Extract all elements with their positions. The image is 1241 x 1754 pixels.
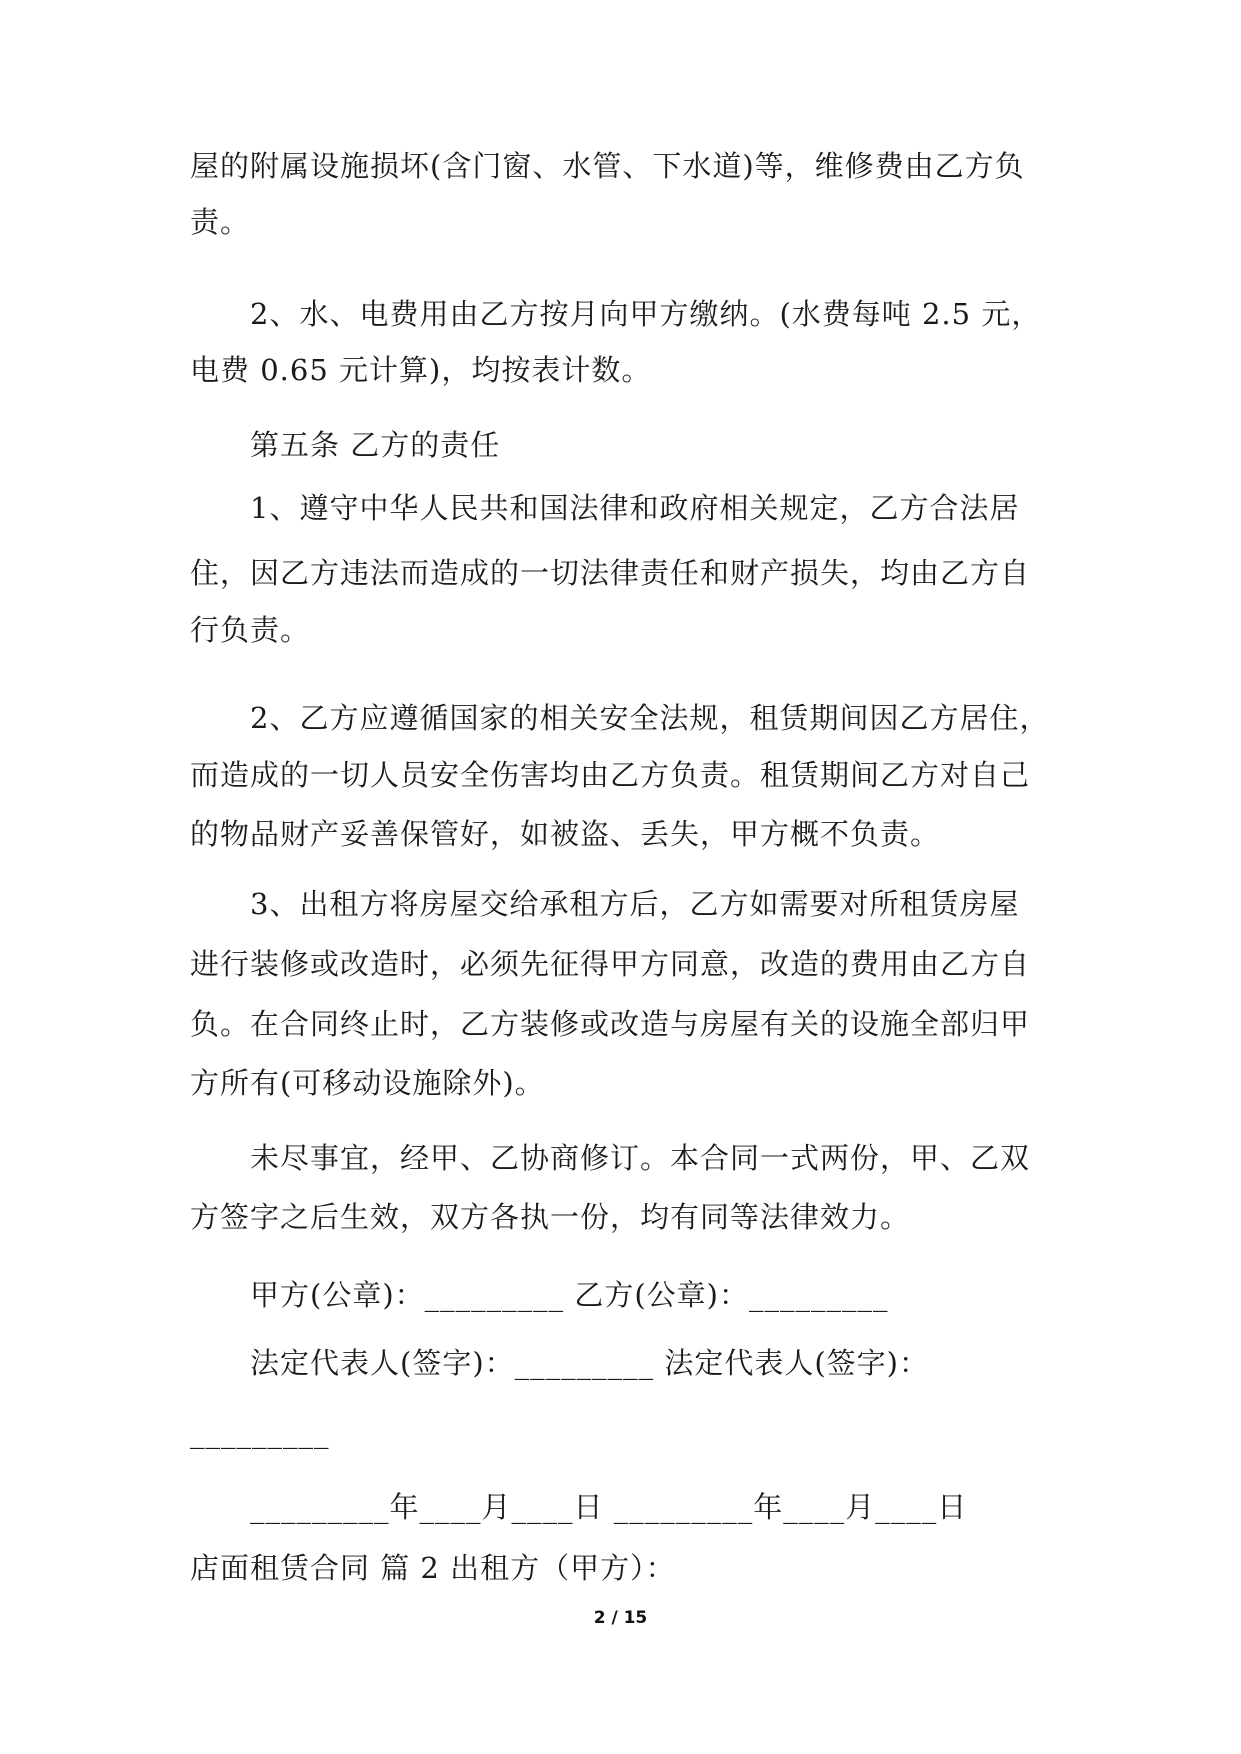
text-line: 而造成的一切人员安全伤害均由乙方负责。租赁期间乙方对自己 — [190, 758, 1031, 792]
text-line: 屋的附属设施损坏(含门窗、水管、下水道)等，维修费由乙方负 — [190, 149, 1025, 183]
signature-line-seal: 甲方(公章)：_________ 乙方(公章)：_________ — [250, 1278, 889, 1312]
text-line: 2、水、电费用由乙方按月向甲方缴纳。(水费每吨 2.5 元， — [250, 297, 1042, 331]
text-line: 责。 — [190, 205, 251, 239]
text-line: 负。在合同终止时，乙方装修或改造与房屋有关的设施全部归甲 — [190, 1007, 1031, 1041]
signature-line-representative: 法定代表人(签字)：_________ 法定代表人(签字)： — [250, 1346, 929, 1380]
text-line: 进行装修或改造时，必须先征得甲方同意，改造的费用由乙方自 — [190, 947, 1031, 981]
text-line: 1、遵守中华人民共和国法律和政府相关规定，乙方合法居 — [250, 491, 1020, 525]
text-line: 未尽事宜，经甲、乙协商修订。本合同一式两份，甲、乙双 — [250, 1141, 1031, 1175]
text-line: 的物品财产妥善保管好，如被盗、丢失，甲方概不负责。 — [190, 817, 941, 851]
text-line: 住，因乙方违法而造成的一切法律责任和财产损失，均由乙方自 — [190, 556, 1031, 590]
text-line: 电费 0.65 元计算)，均按表计数。 — [190, 353, 652, 387]
contract-heading-line: 店面租赁合同 篇 2 出租方（甲方）： — [190, 1551, 676, 1585]
signature-blank: _________ — [190, 1415, 330, 1449]
text-line: 行负责。 — [190, 613, 311, 647]
section-heading: 第五条 乙方的责任 — [250, 428, 501, 462]
text-line: 2、乙方应遵循国家的相关安全法规，租赁期间因乙方居住， — [250, 701, 1050, 735]
text-line: 3、出租方将房屋交给承租方后，乙方如需要对所租赁房屋 — [250, 887, 1020, 921]
page-number: 2 / 15 — [593, 1608, 648, 1628]
text-line: 方所有(可移动设施除外)。 — [190, 1066, 545, 1100]
text-line: 方签字之后生效，双方各执一份，均有同等法律效力。 — [190, 1200, 911, 1234]
date-line: _________年____月____日 _________年____月____日 — [250, 1490, 968, 1524]
